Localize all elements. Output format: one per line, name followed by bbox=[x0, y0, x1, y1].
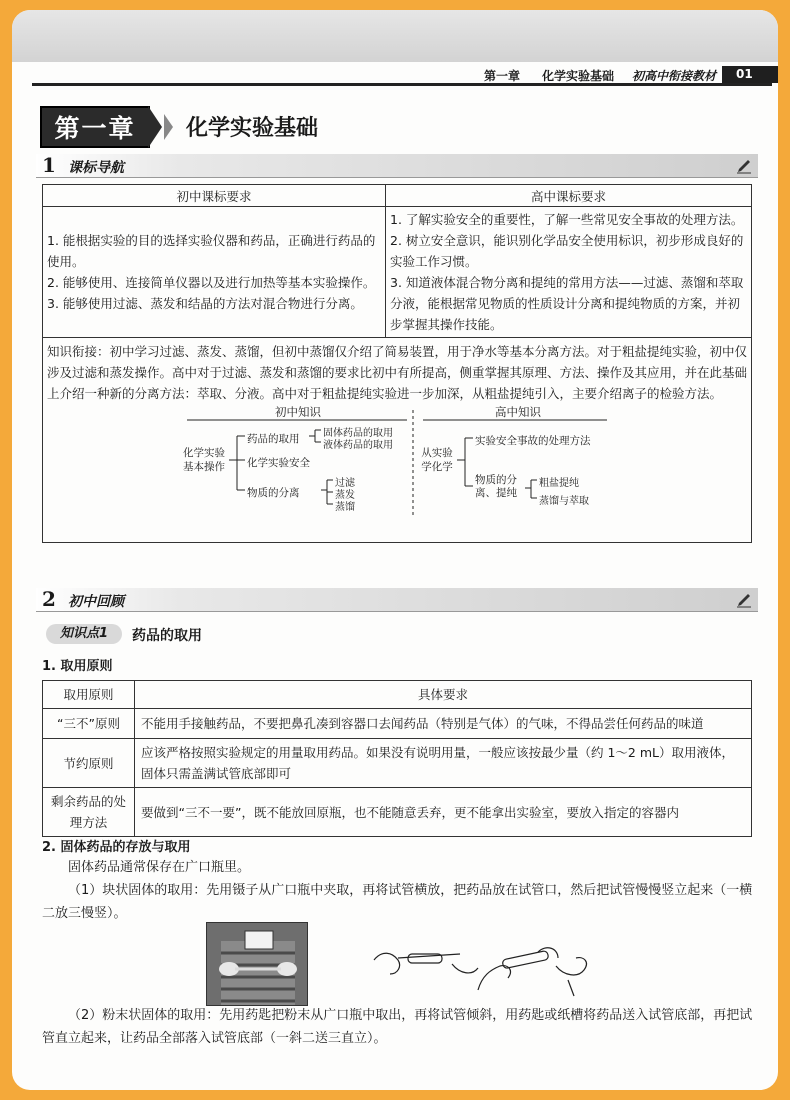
photo-tweezers-illustration bbox=[206, 922, 308, 1006]
diagram-lines bbox=[47, 408, 747, 520]
purify-line: 离、提纯 bbox=[475, 487, 517, 499]
textbook-page bbox=[12, 10, 778, 1090]
knowledge-point-title: 药品的取用 bbox=[132, 628, 202, 644]
heading-solid: 2. 固体药品的存放与取用 bbox=[42, 840, 191, 855]
diagram-junior-header: 初中知识 bbox=[275, 405, 321, 419]
pen-icon bbox=[736, 158, 752, 174]
page-number: 01 bbox=[722, 66, 778, 83]
section-number: 1 bbox=[42, 153, 56, 177]
junior-root-line: 基本操作 bbox=[183, 461, 225, 473]
col-senior-header: 高中课标要求 bbox=[386, 185, 752, 207]
standards-table bbox=[42, 184, 752, 543]
knowledge-diagram bbox=[47, 405, 747, 520]
branch-safety: 化学实验安全 bbox=[247, 457, 310, 469]
principle-detail: 应该严格按照实验规定的用量取用药品。如果没有说明用量，一般应该按最少量（约 1～2 mL）取用液体，固体只需盖满试管底部即可 bbox=[135, 739, 752, 788]
leaf-solid-drug: 固体药品的取用 bbox=[323, 428, 393, 439]
knowledge-point-tag: 知识点1 bbox=[46, 624, 122, 644]
purify-line: 物质的分 bbox=[475, 474, 517, 486]
senior-requirements bbox=[386, 207, 752, 338]
chapter-arrow-icon bbox=[148, 106, 162, 148]
principles-table bbox=[42, 680, 752, 837]
branch-drug: 药品的取用 bbox=[247, 433, 300, 445]
col-junior-header: 初中课标要求 bbox=[43, 185, 386, 207]
section-bar-curriculum bbox=[36, 154, 758, 178]
running-head-title: 化学实验基础 bbox=[542, 69, 615, 83]
diagram-senior-root bbox=[417, 446, 457, 474]
table-row bbox=[43, 739, 752, 788]
junior-requirements bbox=[43, 207, 386, 338]
branch-accident: 实验安全事故的处理方法 bbox=[475, 435, 591, 447]
principle-detail: 不能用手接触药品，不要把鼻孔凑到容器口去闻药品（特别是气体）的气味，不得品尝任何药品的味道 bbox=[135, 709, 752, 739]
principle-name: 节约原则 bbox=[43, 739, 135, 788]
running-head-book: 初高中衔接教材 bbox=[632, 69, 717, 83]
leaf-evaporate: 蒸发 bbox=[335, 490, 355, 501]
running-head-chapter: 第一章 bbox=[484, 69, 521, 83]
top-scan-band bbox=[12, 10, 778, 62]
branch-purify bbox=[475, 474, 517, 500]
leaf-liquid-drug: 液体药品的取用 bbox=[323, 440, 393, 451]
chapter-arrow-secondary-icon bbox=[164, 114, 173, 140]
senior-root-line: 从实验 bbox=[421, 447, 453, 459]
paragraph-block-solid: （1）块状固体的取用：先用镊子从广口瓶中夹取，再将试管横放，把药品放在试管口，然后把试管慢慢竖立起来（一横二放三慢竖）。 bbox=[42, 883, 753, 921]
senior-item: 2. 树立安全意识，能识别化学品安全使用标识，初步形成良好的实验工作习惯。 bbox=[390, 233, 744, 269]
paragraph-powder-solid: （2）粉末状固体的取用：先用药匙把粉末从广口瓶中取出，再将试管倾斜，用药匙或纸槽将药品送入试管底部，再把试管直立起来，让药品全部落入试管底部（一斜二送三直立）。 bbox=[42, 1008, 753, 1046]
junior-item: 3. 能够使用过滤、蒸发和结晶的方法对混合物进行分离。 bbox=[47, 296, 363, 311]
pen-icon bbox=[736, 592, 752, 608]
bridge-text: 知识衔接：初中学习过滤、蒸发、蒸馏，但初中蒸馏仅介绍了简易装置，用于净水等基本分离方法。对于粗盐提纯实验，初中仅涉及过滤和蒸发操作。高中对于过滤、蒸发和蒸馏的要求比初中有所提高，侧重掌握其原理、方法、操作及其应用，并在此基础上介绍一种新的分离方法：萃取、分液。高中对于粗盐提纯实验进一步加深，从粗盐提纯引入，主要介绍离子的检验方法。 bbox=[47, 344, 748, 401]
senior-item: 3. 知道液体混合物分离和提纯的常用方法——过滤、蒸馏和萃取分液，能根据常见物质的性质设计分离和提纯物质的方案，并初步掌握其操作技能。 bbox=[390, 275, 744, 332]
leaf-extraction: 蒸馏与萃取 bbox=[539, 496, 589, 507]
junior-item: 1. 能根据实验的目的选择实验仪器和药品，正确进行药品的使用。 bbox=[47, 233, 376, 269]
sketch-tube-illustration bbox=[368, 930, 600, 1002]
header-detail: 具体要求 bbox=[135, 681, 752, 709]
leaf-distill: 蒸馏 bbox=[335, 502, 355, 513]
chapter-title: 化学实验基础 bbox=[186, 116, 319, 141]
junior-item: 2. 能够使用、连接简单仪器以及进行加热等基本实验操作。 bbox=[47, 275, 376, 290]
table-row bbox=[43, 788, 752, 837]
leaf-salt: 粗盐提纯 bbox=[539, 478, 579, 489]
branch-separation: 物质的分离 bbox=[247, 487, 300, 499]
diagram-senior-header: 高中知识 bbox=[495, 405, 541, 419]
bridge-cell bbox=[43, 338, 752, 543]
heading-principles: 1. 取用原则 bbox=[42, 659, 113, 674]
section-bar-review bbox=[36, 588, 758, 612]
section-label: 课标导航 bbox=[68, 160, 124, 176]
table-row bbox=[43, 709, 752, 739]
senior-item: 1. 了解实验安全的重要性，了解一些常见安全事故的处理方法。 bbox=[390, 212, 744, 227]
paragraph-storage: 固体药品通常保存在广口瓶里。 bbox=[68, 860, 251, 875]
section-label: 初中回顾 bbox=[68, 594, 124, 610]
principle-detail: 要做到“三不一要”，既不能放回原瓶，也不能随意丢弃，更不能拿出实验室，要放入指定的容器内 bbox=[135, 788, 752, 837]
chapter-badge: 第一章 bbox=[40, 106, 150, 148]
header-principle: 取用原则 bbox=[43, 681, 135, 709]
principle-name: 剩余药品的处理方法 bbox=[43, 788, 135, 837]
diagram-junior-root bbox=[179, 446, 229, 474]
running-head bbox=[32, 66, 772, 86]
junior-root-line: 化学实验 bbox=[183, 447, 225, 459]
principle-name: “三不”原则 bbox=[43, 709, 135, 739]
leaf-filter: 过滤 bbox=[335, 478, 355, 489]
senior-root-line: 学化学 bbox=[421, 461, 453, 473]
section-number: 2 bbox=[42, 587, 56, 611]
